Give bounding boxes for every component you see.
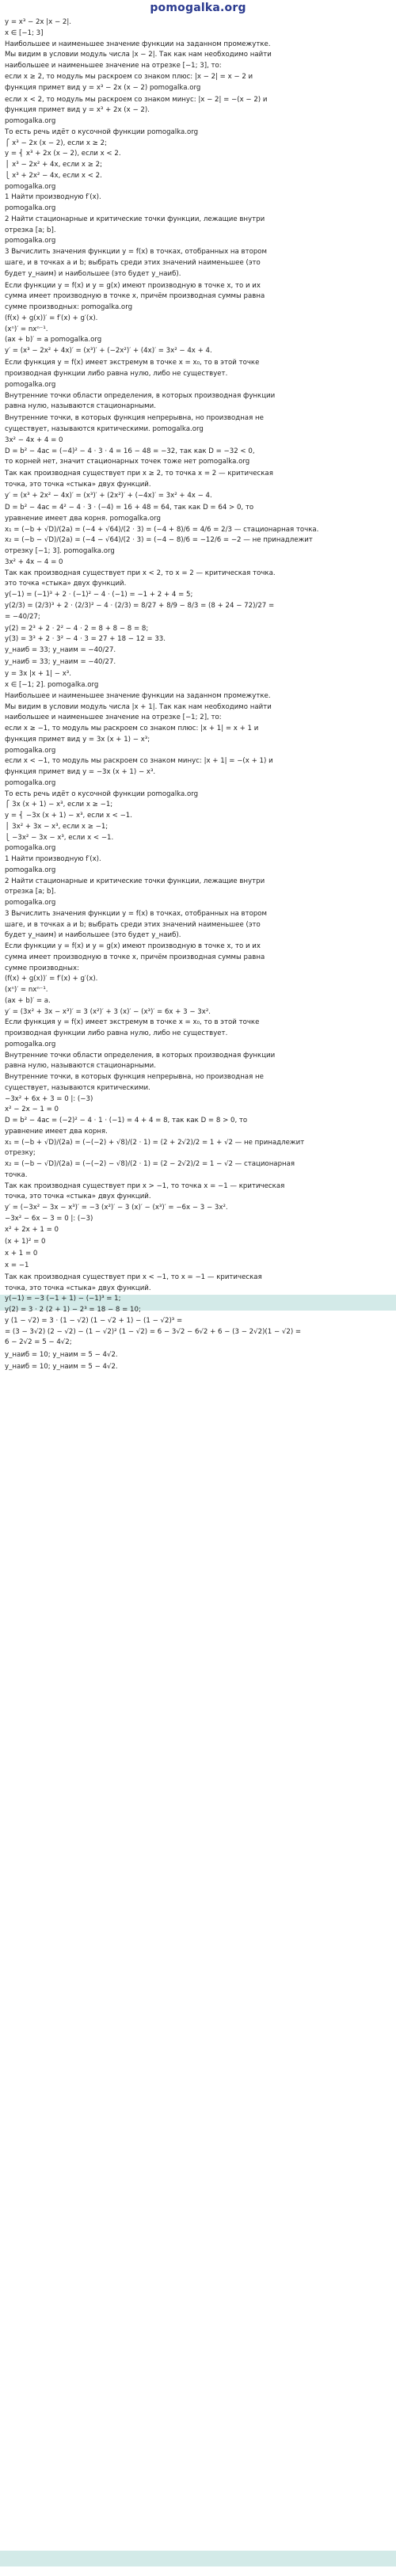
solution-line: Если функция y = f(x) имеет экстремум в точке x = x₀, то в этой точке (5, 359, 260, 367)
solution-line: точка, это точка «стыка» двух функций. (5, 481, 151, 489)
solution-line: уравнение имеет два корня. (5, 1127, 108, 1136)
solution-line: если x ≥ 2, то модуль мы раскроем со знаком плюс: |x − 2| = x − 2 и (5, 72, 253, 81)
solution-line: x + 1 = 0 (5, 1249, 38, 1258)
solution-line: отрезку [−1; 3]. pomogalka.org (5, 547, 115, 556)
solution-line: y′ = (−3x² − 3x − x³)′ = −3 (x²)′ − 3 (x)′ − (x³)′ = −6x − 3 − 3x². (5, 1204, 228, 1212)
solution-line: x₁ = (−b + √D)/(2a) = (−4 + √64)/(2 · 3) = (−4 + 8)/6 = 4/6 = 2/3 — стационарная точка. (5, 525, 319, 534)
solution-line: y = ⎨ x³ + 2x (x − 2), если x < 2. (5, 150, 121, 158)
site-logo[interactable]: pomogalka.org (150, 2, 246, 14)
solution-line: существует, называются критическими. pomogalka.org (5, 425, 204, 434)
solution-line: будет y_наим) и наибольшее (это будет y_наиб). (5, 931, 181, 940)
solution-line: (x + 1)² = 0 (5, 1237, 46, 1246)
solution-line: 1 Найти производную f′(x). (5, 855, 101, 864)
solution-line: y = x³ − 2x |x − 2|. (5, 18, 71, 26)
solution-line: наибольшее и наименьшее значение на отрезке [−1; 3], то: (5, 62, 222, 70)
solution-line: y′ = (x³ − 2x² + 4x)′ = (x³)′ + (−2x²)′ + (4x)′ = 3x² − 4x + 4. (5, 347, 212, 356)
solution-line: равна нулю, называются стационарными. (5, 1062, 156, 1071)
solution-line: 3x² + 4x − 4 = 0 (5, 557, 63, 566)
solution-line: (f(x) + g(x))′ = f′(x) + g′(x). (5, 975, 98, 984)
solution-line: Внутренние точки, в которых функция непрерывна, но производная не (5, 414, 264, 423)
solution-line: Так как производная существует при x > −1, то точка x = −1 — критическая (5, 1181, 285, 1190)
solution-line: сумме производных: pomogalka.org (5, 303, 133, 312)
solution-line: сумме производных: (5, 964, 79, 972)
solution-line: то корней нет, значит стационарных точек тоже нет pomogalka.org (5, 458, 250, 466)
solution-line: x ∈ [−1; 2]. pomogalka.org (5, 681, 99, 690)
solution-line: производная функции либо равна нулю, либо не существует. (5, 1029, 228, 1038)
solution-text (5, 17, 391, 1372)
solution-line: pomogalka.org (5, 117, 56, 126)
solution-line: наибольшее и наименьшее значение на отрезке [−1; 2], то: (5, 713, 222, 722)
solution-line: Если функции y = f(x) и y = g(x) имеют производную в точке x, то и их (5, 942, 261, 951)
solution-line: точка, это точка «стыка» двух функций. (5, 1284, 151, 1292)
solution-line: сумма имеет производную в точке x, причём производная суммы равна (5, 292, 265, 301)
solution-line: точка, это точка «стыка» двух функций. (5, 1193, 151, 1201)
solution-line: (ax + b)′ = a. (5, 996, 51, 1005)
solution-line: Внутренние точки области определения, в которых производная функции (5, 391, 276, 400)
solution-line: y_наиб = 33; y_наим = −40/27. (5, 646, 116, 655)
solution-line: Наибольшее и наименьшее значение функции на заданном промежутке. (5, 691, 271, 700)
solution-line: y(2) = 3 · 2 (2 + 1) − 2³ = 18 − 8 = 10; (5, 1306, 141, 1315)
solution-line: 1 Найти производную f′(x). (5, 193, 101, 202)
solution-line: ⎩ −3x² − 3x − x³, если x < −1. (5, 833, 114, 842)
solution-line: ⎧ 3x (x + 1) − x³, если x ≥ −1; (5, 801, 113, 809)
solution-line: функция примет вид y = x³ − 2x (x − 2) pomogalka.org (5, 83, 201, 92)
solution-line: −3x² + 6x + 3 = 0 |: (−3) (5, 1094, 93, 1103)
answer-highlight-band (0, 2551, 396, 2566)
solution-line: То есть речь идёт о кусочной функции pomogalka.org (5, 790, 199, 798)
solution-line: pomogalka.org (5, 1040, 56, 1048)
solution-line: pomogalka.org (5, 746, 56, 755)
solution-line: = −40/27; (5, 612, 40, 621)
solution-line: 3x² − 4x + 4 = 0 (5, 436, 63, 444)
solution-line: x = −1 (5, 1261, 29, 1269)
solution-line: x² − 2x − 1 = 0 (5, 1105, 59, 1114)
solution-line: отрезку; (5, 1149, 36, 1158)
solution-line: D = b² − 4ac = (−4)² − 4 · 3 · 4 = 16 − 48 = −32, так как D = −32 < 0, (5, 447, 255, 455)
solution-line: 3 Вычислить значения функции y = f(x) в точках, отобранных на втором (5, 248, 268, 257)
solution-line: x₂ = (−b − √D)/(2a) = (−(−2) − √8)/(2 · 1) = (2 − 2√2)/2 = 1 − √2 — стационарная (5, 1160, 295, 1169)
solution-line: 2 Найти стационарные и критические точки функции, лежащие внутри (5, 877, 265, 885)
solution-line: Если функции y = f(x) и y = g(x) имеют производную в точке x, то и их (5, 281, 261, 290)
solution-line: D = b² − 4ac = (−2)² − 4 · 1 · (−1) = 4 + 4 = 8, так как D = 8 > 0, то (5, 1117, 248, 1125)
solution-line: функция примет вид y = x³ + 2x (x − 2). (5, 106, 150, 115)
solution-line: 6 − 2√2 = 5 − 4√2; (5, 1338, 72, 1347)
solution-line: Внутренние точки, в которых функция непрерывна, но производная не (5, 1073, 264, 1082)
solution-line: pomogalka.org (5, 844, 56, 853)
solution-line: y′ = (3x² + 3x − x³)′ = 3 (x²)′ + 3 (x)′ − (x³)′ = 6x + 3 − 3x². (5, 1007, 211, 1016)
solution-line: ⎧ x³ − 2x (x − 2), если x ≥ 2; (5, 139, 107, 147)
solution-line: = (3 − 3√2) (2 − √2) − (1 − √2)² (1 − √2) = 6 − 3√2 − 6√2 + 6 − (3 − 2√2)(1 − √2) = (5, 1327, 302, 1336)
solution-line: Так как производная существует при x < 2, то x = 2 — критическая точка. (5, 569, 276, 577)
solution-line: y(−1) = (−1)³ + 2 · (−1)² − 4 · (−1) = −1 + 2 + 4 = 5; (5, 591, 193, 599)
solution-line: pomogalka.org (5, 237, 56, 245)
solution-line: y_наиб = 10; y_наим = 5 − 4√2. (5, 1362, 118, 1371)
solution-line: равна нулю, называются стационарными. (5, 402, 156, 411)
solution-line: x₂ = (−b − √D)/(2a) = (−4 − √64)/(2 · 3) = (−4 − 8)/6 = −12/6 = −2 — не принадлежит (5, 536, 313, 545)
solution-line: ⎪ 3x² + 3x − x³, если x ≥ −1; (5, 822, 109, 831)
solution-line: pomogalka.org (5, 899, 56, 907)
solution-line: −3x² − 6x − 3 = 0 |: (−3) (5, 1214, 93, 1223)
solution-line: y_наиб = 33; y_наим = −40/27. (5, 658, 116, 667)
solution-line: x ∈ [−1; 3] (5, 29, 44, 37)
solution-line: будет y_наим) и наибольшее (это будет y_наиб). (5, 269, 181, 278)
solution-line: Наибольшее и наименьшее значение функции на заданном промежутке. (5, 40, 271, 48)
solution-line: y(−1) = −3 (−1 + 1) − (−1)³ = 1; (5, 1295, 121, 1303)
solution-line: ⎪ x³ − 2x² + 4x, если x ≥ 2; (5, 161, 102, 169)
solution-line: pomogalka.org (5, 182, 56, 191)
solution-line: 2 Найти стационарные и критические точки функции, лежащие внутри (5, 215, 265, 223)
solution-line: y_наиб = 10; y_наим = 5 − 4√2. (5, 1350, 118, 1359)
solution-line: Так как производная существует при x ≥ 2, то точка x = 2 — критическая (5, 470, 273, 478)
solution-line: если x < 2, то модуль мы раскроем со знаком минус: |x − 2| = −(x − 2) и (5, 95, 268, 104)
solution-line: производная функции либо равна нулю, либо не существует. (5, 370, 228, 379)
solution-line: если x < −1, то модуль мы раскроем со знаком минус: |x + 1| = −(x + 1) и (5, 757, 273, 766)
solution-line: отрезка [a; b]. (5, 888, 56, 896)
solution-line: y (1 − √2) = 3 · (1 − √2) (1 − √2 + 1) − (1 − √2)³ = (5, 1316, 183, 1325)
solution-line: (xⁿ)′ = nxⁿ⁻¹. (5, 986, 48, 995)
solution-line: ⎩ x³ + 2x² − 4x, если x < 2. (5, 171, 102, 180)
solution-line: Мы видим в условии модуль числа |x + 1|. Так как нам необходимо найти (5, 702, 272, 711)
solution-line: y′ = (x³ + 2x² − 4x)′ = (x³)′ + (2x²)′ + (−4x)′ = 3x² + 4x − 4. (5, 491, 212, 500)
solution-line: Внутренние точки области определения, в которых производная функции (5, 1051, 276, 1060)
solution-line: pomogalka.org (5, 866, 56, 874)
solution-line: если x ≥ −1, то модуль мы раскроем со знаком плюс: |x + 1| = x + 1 и (5, 725, 259, 733)
solution-line: (ax + b)′ = a pomogalka.org (5, 336, 102, 344)
solution-line: 3 Вычислить значения функции y = f(x) в точках, отобранных на втором (5, 909, 268, 918)
solution-line: y = ⎨ −3x (x + 1) − x³, если x < −1. (5, 812, 132, 820)
solution-line: Мы видим в условии модуль числа |x − 2|. Так как нам необходимо найти (5, 51, 272, 59)
solution-line: Так как производная существует при x < −1, то x = −1 — критическая (5, 1273, 262, 1281)
solution-line: отрезка [a; b]. (5, 226, 56, 234)
solution-line: уравнение имеет два корня. pomogalka.org (5, 514, 161, 523)
solution-line: (f(x) + g(x))′ = f′(x) + g′(x). (5, 314, 98, 322)
solution-line: (xⁿ)′ = nxⁿ⁻¹. (5, 325, 48, 333)
solution-line: pomogalka.org (5, 380, 56, 389)
solution-line: pomogalka.org (5, 204, 56, 213)
solution-line: pomogalka.org (5, 778, 56, 787)
solution-line: y = 3x |x + 1| − x³. (5, 670, 71, 679)
solution-line: x² + 2x + 1 = 0 (5, 1225, 59, 1234)
solution-line: это точка «стыка» двух функций. (5, 580, 127, 588)
solution-line: сумма имеет производную в точке x, причём производная суммы равна (5, 953, 265, 961)
solution-line: y(2/3) = (2/3)³ + 2 · (2/3)² − 4 · (2/3) = 8/27 + 8/9 − 8/3 = (8 + 24 − 72)/27 = (5, 601, 275, 610)
solution-line: существует, называются критическими. (5, 1083, 150, 1092)
solution-line: D = b² − 4ac = 4² − 4 · 3 · (−4) = 16 + 48 = 64, так как D = 64 > 0, то (5, 504, 254, 512)
solution-line: Если функция y = f(x) имеет экстремум в точке x = x₀, то в этой точке (5, 1018, 260, 1027)
solution-line: шаге, и в точках a и b; выбрать среди этих значений наименьшее (это (5, 920, 261, 929)
solution-line: шаге, и в точках a и b; выбрать среди этих значений наименьшее (это (5, 258, 261, 267)
solution-line: точка. (5, 1170, 28, 1179)
solution-line: x₁ = (−b + √D)/(2a) = (−(−2) + √8)/(2 · 1) = (2 + 2√2)/2 = 1 + √2 — не принадлежит (5, 1138, 305, 1147)
solution-line: y(3) = 3³ + 2 · 3² − 4 · 3 = 27 + 18 − 12 = 33. (5, 635, 166, 644)
solution-line: функция примет вид y = 3x (x + 1) − x³; (5, 735, 150, 744)
solution-line: y(2) = 2³ + 2 · 2² − 4 · 2 = 8 + 8 − 8 = 8; (5, 624, 149, 633)
solution-line: То есть речь идёт о кусочной функции pomogalka.org (5, 127, 199, 136)
solution-line: функция примет вид y = −3x (x + 1) − x³. (5, 768, 156, 777)
